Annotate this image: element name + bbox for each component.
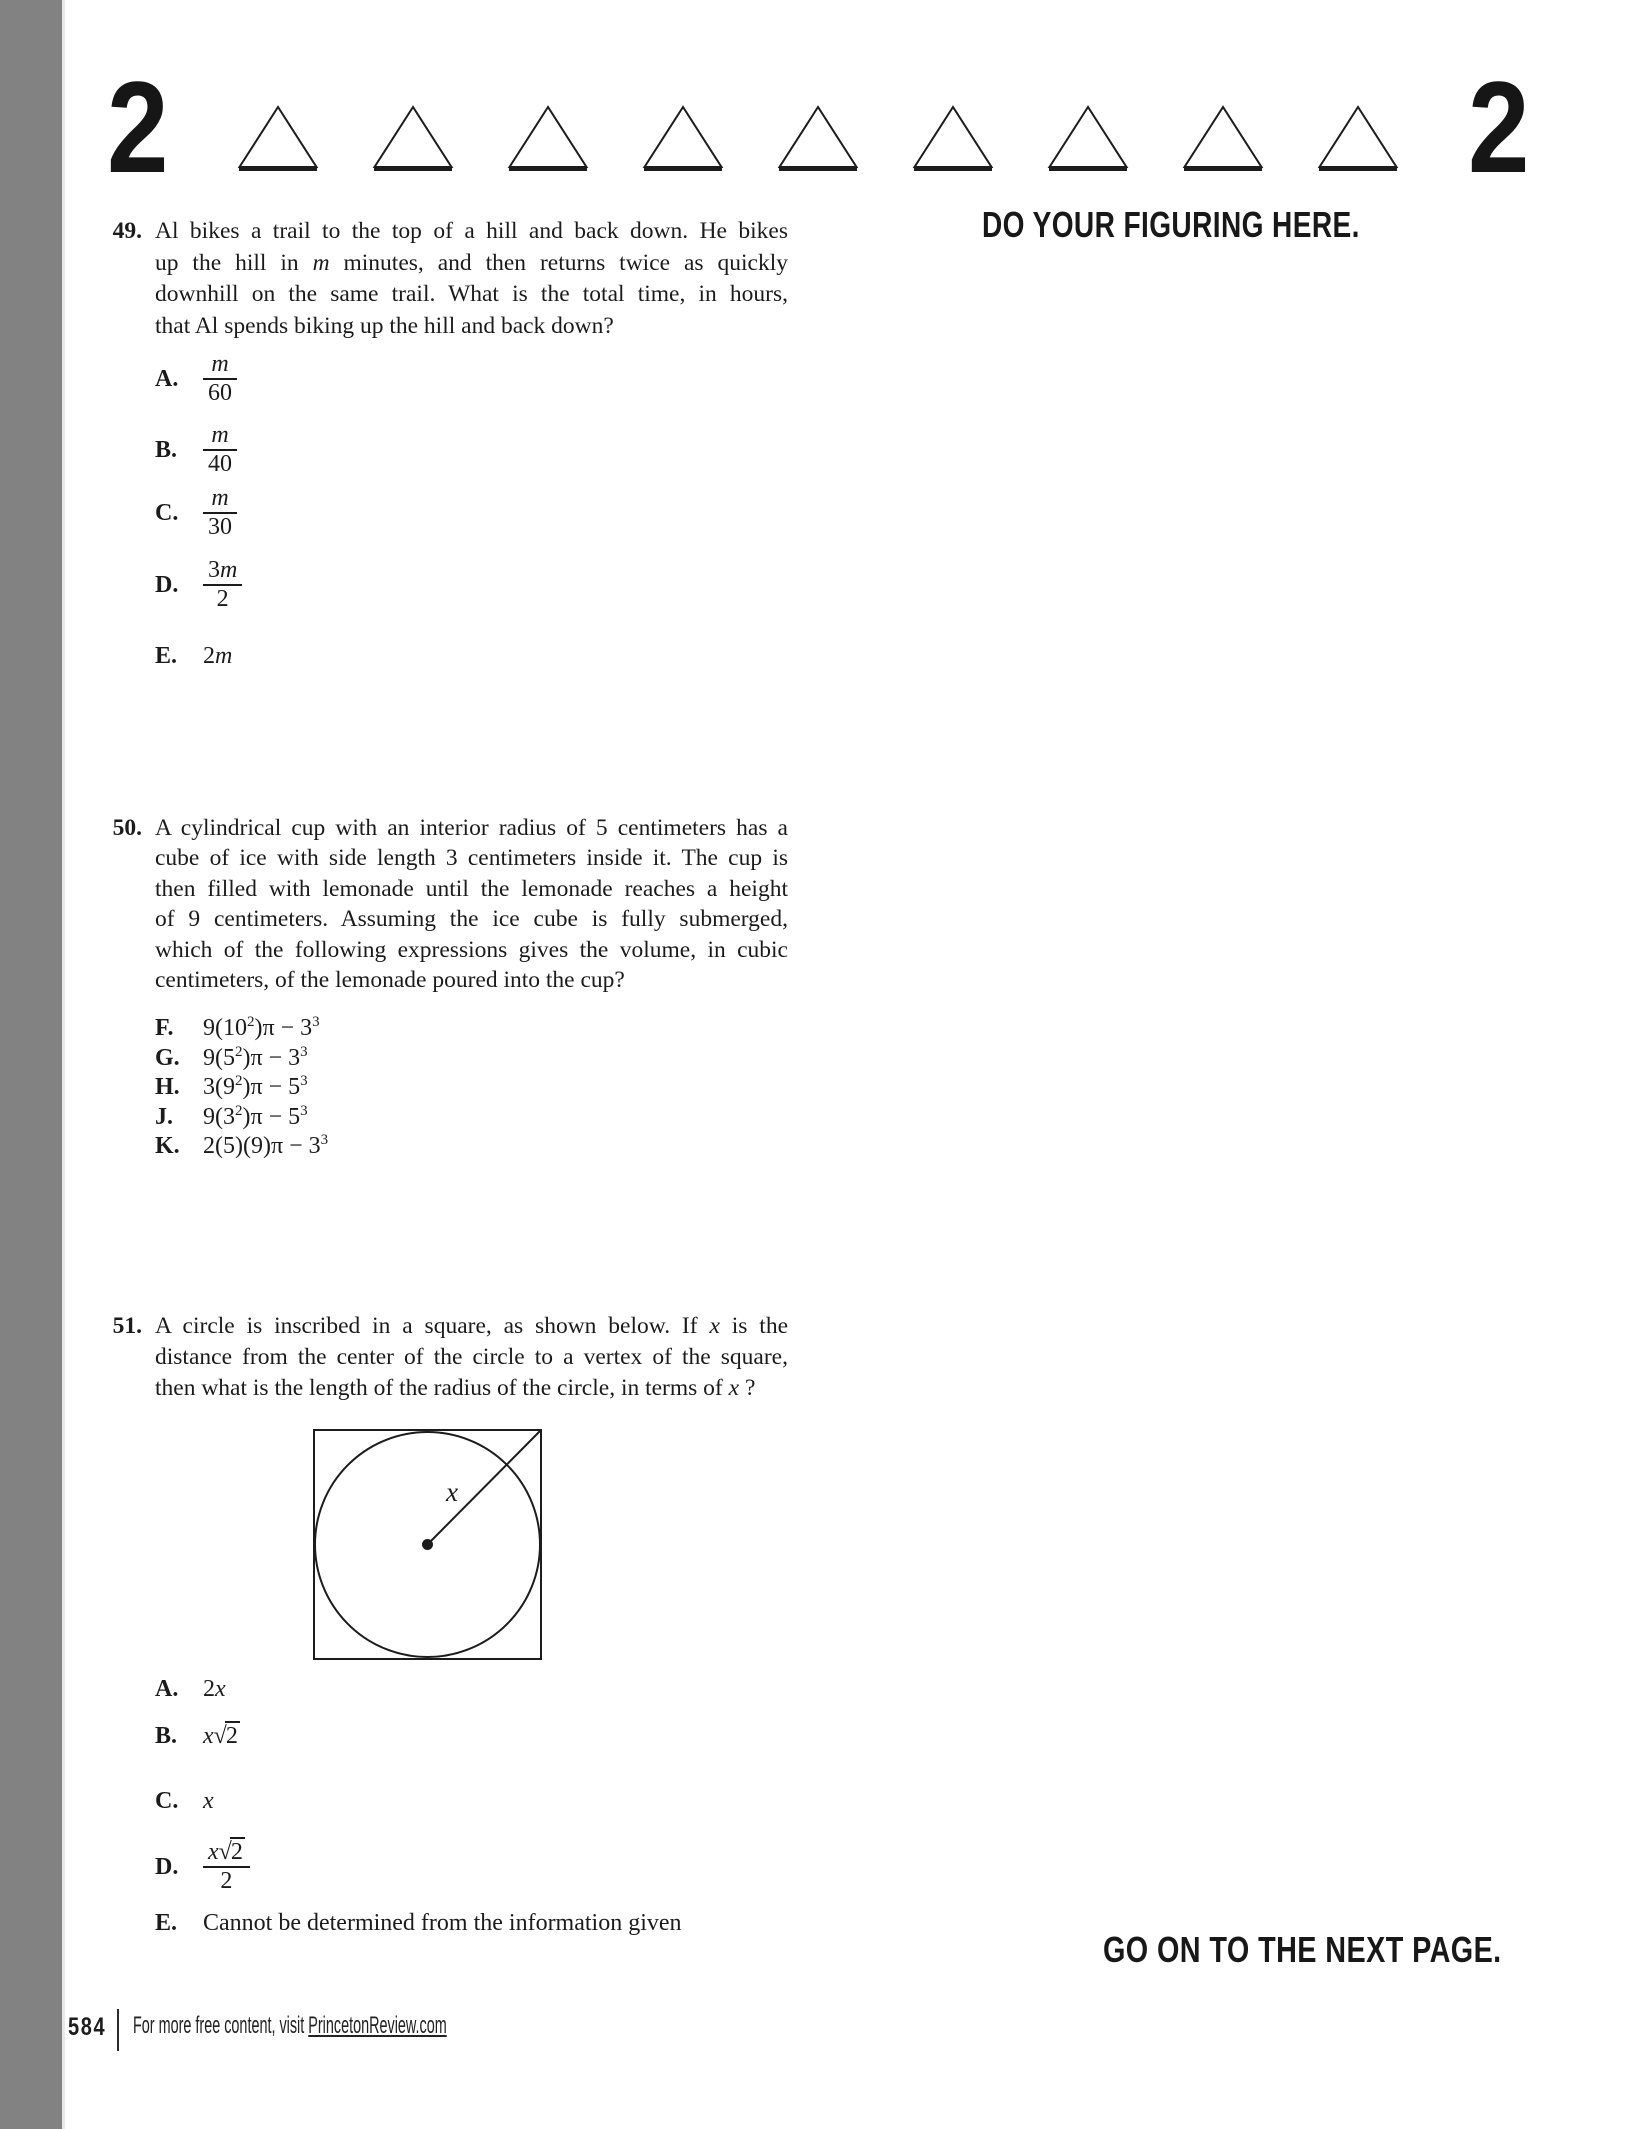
radicand: 2 bbox=[230, 1839, 243, 1865]
choice-label: E. bbox=[155, 1910, 178, 1936]
math-expr: )π − 3 bbox=[254, 1015, 313, 1041]
choice-51-E bbox=[155, 1911, 682, 1935]
choice-51-D bbox=[155, 1839, 250, 1895]
fraction bbox=[203, 422, 237, 478]
math-var: x bbox=[203, 1788, 214, 1814]
choice-51-B bbox=[155, 1724, 240, 1748]
question-51-text bbox=[155, 1311, 788, 1404]
go-on-text: GO ON TO THE NEXT PAGE. bbox=[1103, 1929, 1502, 1970]
math-expr: )π − 3 bbox=[242, 1044, 301, 1071]
math-expr: 2(5)(9)π − 3 bbox=[203, 1133, 321, 1160]
choice-label: A. bbox=[155, 365, 179, 392]
choice-51-A bbox=[155, 1677, 226, 1701]
choice-label: C. bbox=[155, 1788, 179, 1814]
math-expr: )π − 5 bbox=[242, 1074, 301, 1101]
fraction bbox=[203, 557, 242, 613]
question-line: of 9 centimeters. Assuming the ice cube is fully submerged, bbox=[155, 906, 788, 933]
choice-label: C. bbox=[155, 499, 179, 526]
fraction-denominator: 2 bbox=[216, 586, 229, 612]
fraction-numerator bbox=[203, 1839, 250, 1868]
fraction-numerator: m bbox=[203, 485, 237, 514]
math-sup: 3 bbox=[312, 1014, 320, 1030]
footer-prefix: For more free content, visit bbox=[133, 2012, 309, 2039]
question-line: Al bikes a trail to the top of a hill and back down. He bikes bbox=[155, 218, 788, 244]
choice-label: D. bbox=[155, 571, 179, 598]
choice-50-F bbox=[155, 1014, 328, 1044]
math-var: x bbox=[215, 1676, 226, 1702]
math-expr: 9(10 bbox=[203, 1015, 247, 1041]
choice-50-G bbox=[155, 1044, 328, 1074]
choice-50-K bbox=[155, 1132, 328, 1162]
math-sup: 3 bbox=[300, 1102, 308, 1119]
math-var: m bbox=[312, 249, 330, 276]
choice-49-C bbox=[155, 485, 237, 541]
question-line: A cylindrical cup with an interior radius of 5 centimeters has a bbox=[155, 815, 788, 841]
question-49-text bbox=[155, 216, 788, 342]
choice-label: H. bbox=[155, 1074, 180, 1101]
question-line: which of the following expressions gives the volume, in cubic bbox=[155, 936, 788, 963]
choice-label: D. bbox=[155, 1853, 179, 1880]
math-expr: )π − 5 bbox=[242, 1103, 301, 1130]
fraction bbox=[203, 1839, 250, 1895]
fraction-numerator: m bbox=[203, 422, 237, 451]
book-edge-bar bbox=[0, 0, 65, 2129]
fraction-denominator: 30 bbox=[208, 514, 232, 540]
math-sup: 3 bbox=[300, 1043, 308, 1060]
question-51-number: 51. bbox=[112, 1313, 142, 1339]
section-number-left: 2 bbox=[107, 54, 169, 200]
question-line bbox=[155, 1373, 788, 1404]
radical-sign: √ bbox=[218, 1839, 232, 1865]
center-dot bbox=[422, 1539, 433, 1550]
line-text: is the bbox=[719, 1313, 789, 1339]
math-var: m bbox=[215, 643, 233, 669]
choice-49-D bbox=[155, 557, 242, 613]
math-expr: 3(9 bbox=[203, 1074, 235, 1101]
math-sup: 2 bbox=[235, 1073, 243, 1090]
line-text: A circle is inscribed in a square, as shown below. If bbox=[155, 1313, 710, 1339]
math-sup: 3 bbox=[320, 1132, 329, 1149]
math-var: x bbox=[208, 1839, 219, 1865]
circle-in-square-diagram bbox=[313, 1429, 542, 1660]
choice-label: B. bbox=[155, 1723, 178, 1749]
fraction bbox=[203, 351, 237, 407]
line-text: ? bbox=[739, 1375, 756, 1401]
math-sup: 3 bbox=[300, 1073, 308, 1090]
princeton-review-link[interactable]: PrincetonReview.com bbox=[308, 2012, 447, 2039]
footer-text bbox=[133, 2012, 447, 2041]
question-line bbox=[155, 248, 788, 280]
math-expr: 9(3 bbox=[203, 1103, 235, 1130]
choice-text: Cannot be determined from the information given bbox=[203, 1910, 682, 1936]
question-line bbox=[155, 1311, 788, 1342]
fraction-denominator: 60 bbox=[208, 380, 232, 406]
triangle-icon-row bbox=[230, 100, 1420, 174]
fraction-denominator: 2 bbox=[220, 1868, 233, 1894]
section-number-right: 2 bbox=[1468, 54, 1530, 200]
math-coef: 2 bbox=[203, 1676, 215, 1702]
figuring-header: DO YOUR FIGURING HERE. bbox=[982, 204, 1360, 245]
choice-label: A. bbox=[155, 1676, 179, 1702]
radical-sign: √ bbox=[213, 1723, 227, 1749]
choice-50-J bbox=[155, 1103, 328, 1133]
math-sup: 2 bbox=[235, 1043, 243, 1060]
question-line: downhill on the same trail. What is the total time, in hours, bbox=[155, 281, 788, 307]
footer-divider bbox=[117, 2009, 119, 2051]
radicand: 2 bbox=[225, 1723, 238, 1749]
question-line: centimeters, of the lemonade poured into the cup? bbox=[155, 967, 625, 994]
question-line: that Al spends biking up the hill and back down? bbox=[155, 312, 614, 339]
triangle-icons bbox=[230, 100, 1420, 179]
question-50-choices bbox=[155, 1014, 328, 1162]
question-line: then filled with lemonade until the lemonade reaches a height bbox=[155, 875, 788, 902]
math-coef: 2 bbox=[203, 643, 215, 669]
fraction bbox=[203, 485, 237, 541]
choice-label: J. bbox=[155, 1103, 173, 1130]
question-line: distance from the center of the circle to a vertex of the square, bbox=[155, 1344, 788, 1370]
question-49-number: 49. bbox=[112, 218, 142, 244]
choice-label: B. bbox=[155, 436, 178, 463]
math-sup: 2 bbox=[235, 1102, 243, 1119]
math-var: x bbox=[709, 1313, 720, 1339]
question-50-text bbox=[155, 813, 788, 995]
line-text: then what is the length of the radius of the circle, in terms of bbox=[155, 1375, 729, 1401]
choice-label: K. bbox=[155, 1133, 180, 1160]
math-var: x bbox=[728, 1375, 740, 1401]
choice-50-H bbox=[155, 1073, 328, 1103]
line-text: minutes, and then returns twice as quickly bbox=[329, 249, 789, 276]
fraction-denominator: 40 bbox=[208, 451, 232, 477]
choice-51-C bbox=[155, 1789, 214, 1813]
line-text: up the hill in bbox=[155, 249, 313, 276]
math-var: x bbox=[203, 1723, 214, 1749]
math-var: m bbox=[220, 557, 238, 583]
choice-49-E bbox=[155, 644, 232, 668]
math-coef: 3 bbox=[208, 557, 220, 583]
page-number: 584 bbox=[68, 2013, 107, 2041]
question-line: cube of ice with side length 3 centimeters inside it. The cup is bbox=[155, 845, 788, 872]
choice-label: E. bbox=[155, 643, 178, 669]
choice-49-A bbox=[155, 351, 237, 407]
figure-x-label: x bbox=[446, 1477, 458, 1507]
choice-label: G. bbox=[155, 1044, 180, 1071]
choice-49-B bbox=[155, 422, 237, 478]
math-expr: 9(5 bbox=[203, 1044, 235, 1071]
fraction-numerator bbox=[203, 557, 242, 586]
inscribed-circle-figure bbox=[313, 1429, 542, 1665]
choice-label: F. bbox=[155, 1015, 174, 1041]
fraction-numerator: m bbox=[203, 351, 237, 380]
math-sup: 2 bbox=[247, 1014, 255, 1030]
question-50-number: 50. bbox=[112, 815, 142, 841]
